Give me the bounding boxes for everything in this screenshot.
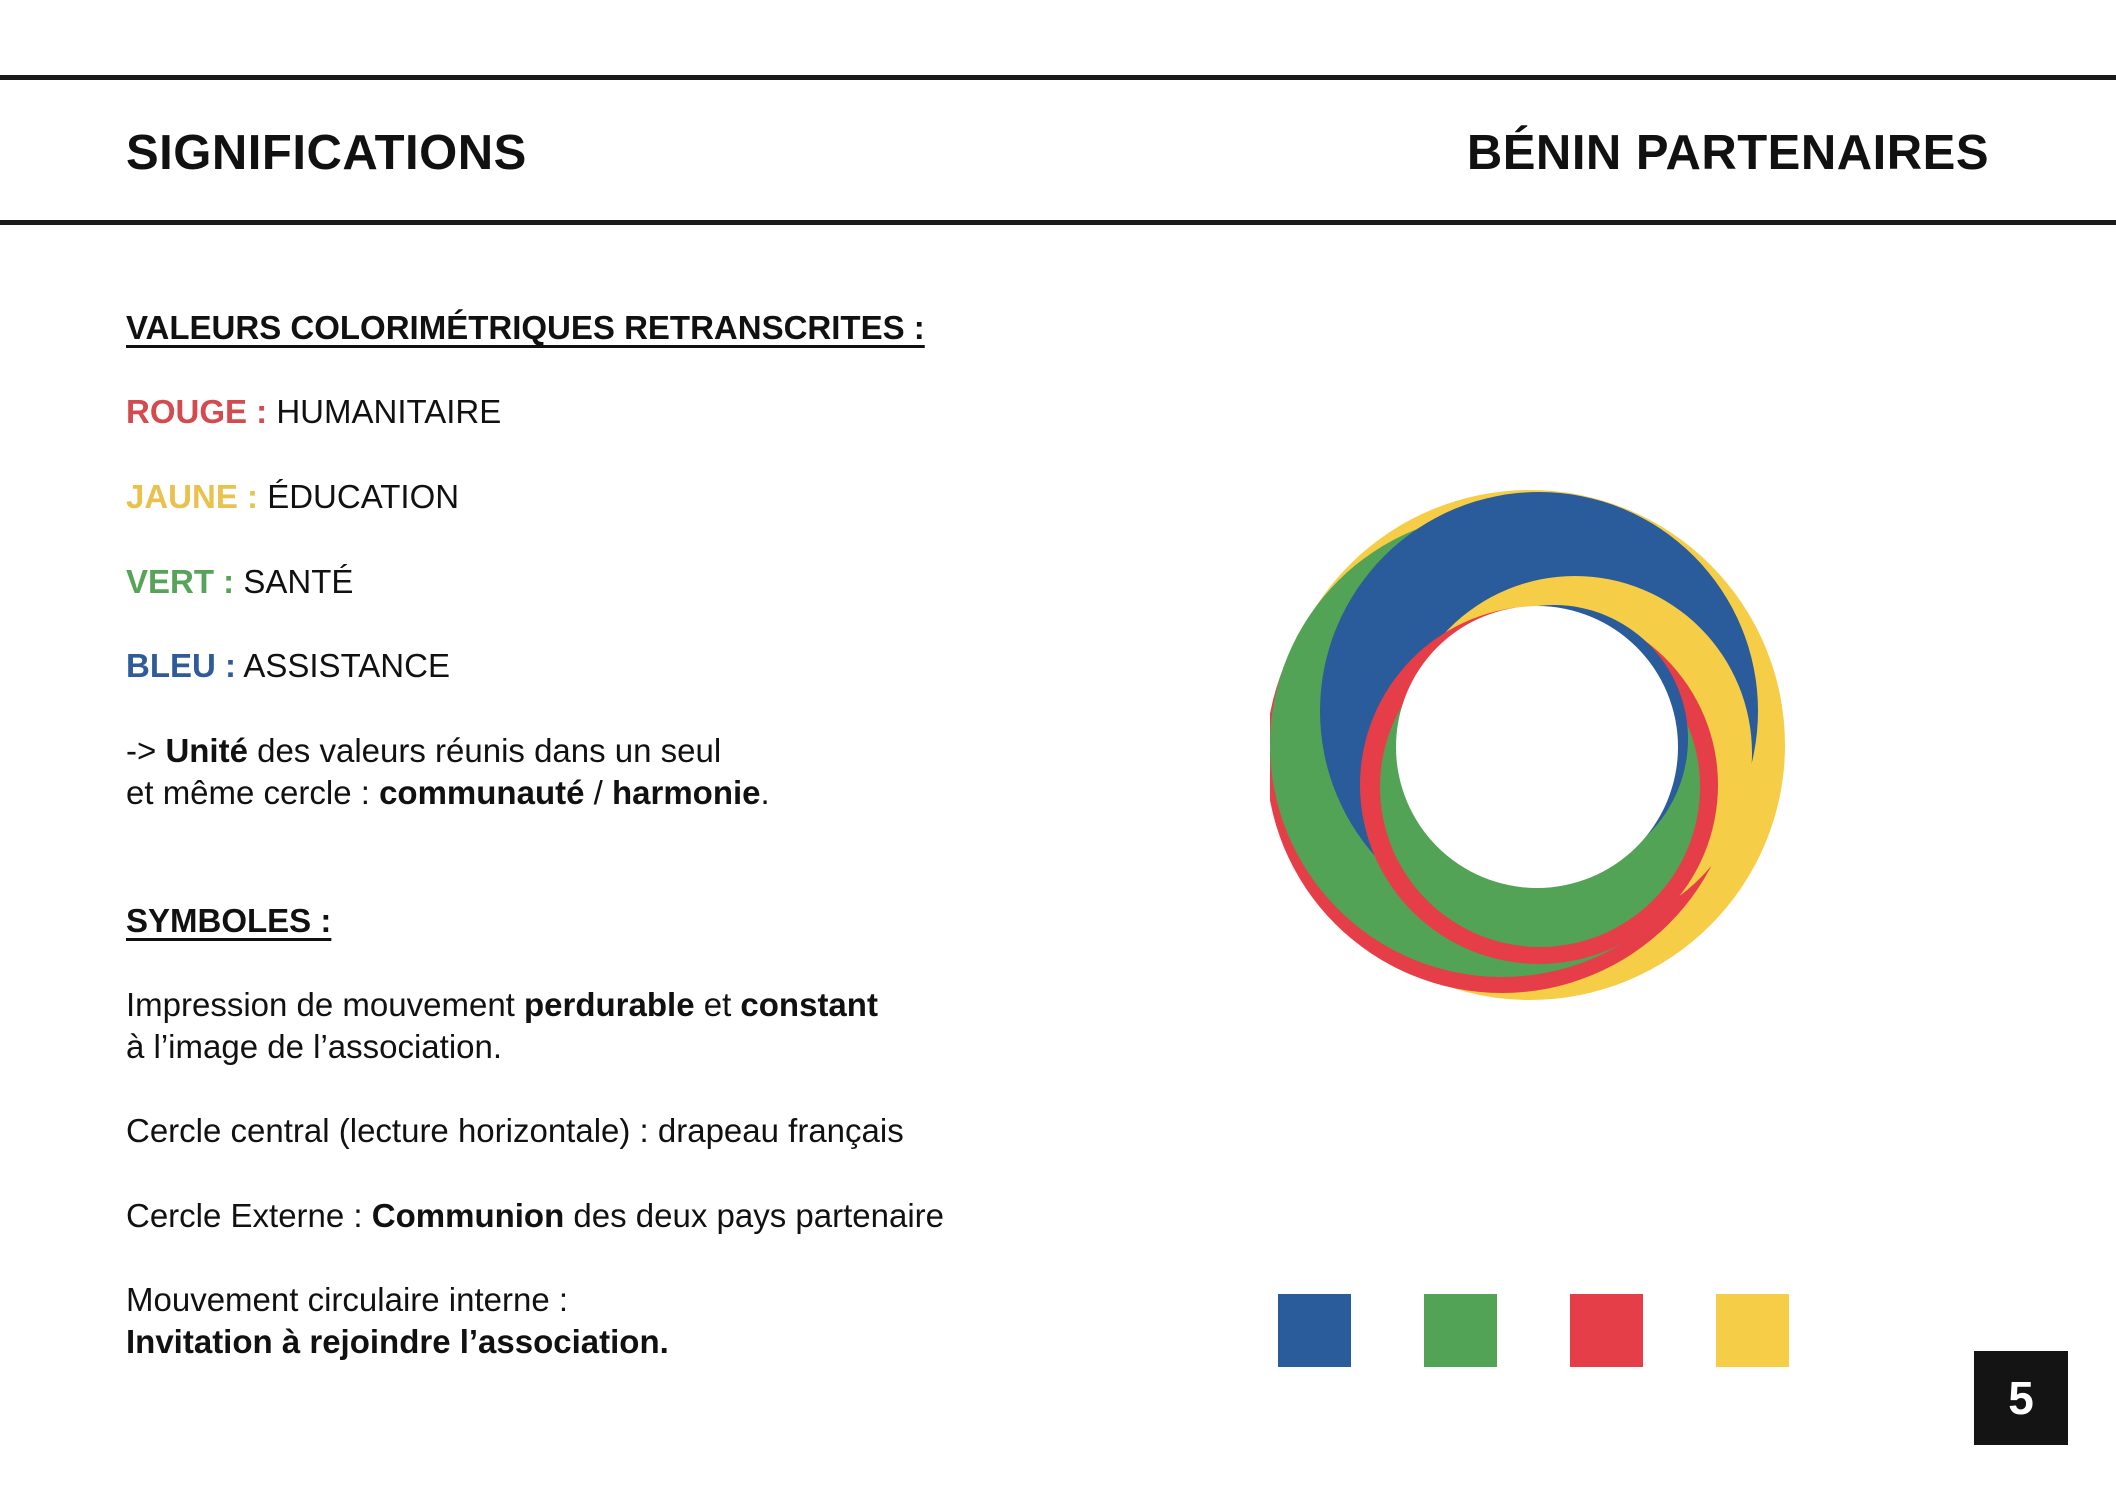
unity-text-1: des valeurs réunis dans un seul bbox=[247, 732, 722, 769]
unity-arrow: -> bbox=[126, 732, 157, 769]
header-top-rule bbox=[0, 75, 2116, 80]
symbol-p1-line-1 bbox=[126, 984, 878, 1026]
logo-center-hole bbox=[1396, 606, 1678, 888]
symbol-p3 bbox=[126, 1195, 944, 1237]
color-item-vert bbox=[126, 561, 353, 603]
swatch-green bbox=[1424, 1294, 1497, 1367]
swatch-yellow bbox=[1716, 1294, 1789, 1367]
symbol-p1-text-1: Impression de mouvement bbox=[126, 986, 525, 1023]
swatch-red bbox=[1570, 1294, 1643, 1367]
color-label-jaune: JAUNE : bbox=[126, 478, 259, 515]
unity-harmonie: harmonie bbox=[611, 774, 761, 811]
symbol-p1-constant: constant bbox=[740, 986, 878, 1023]
symbol-p1-text-2: et bbox=[694, 986, 741, 1023]
unity-line-2 bbox=[126, 772, 770, 814]
unity-end: . bbox=[760, 774, 770, 811]
symbol-p1-perdurable: perdurable bbox=[524, 986, 695, 1023]
symbols-section-title: SYMBOLES : bbox=[126, 902, 332, 939]
color-item-bleu bbox=[126, 645, 450, 687]
color-value-bleu: ASSISTANCE bbox=[243, 647, 450, 684]
symbol-p4-line-2-wrap bbox=[126, 1321, 669, 1363]
symbol-p3-communion: Communion bbox=[371, 1197, 565, 1234]
color-label-bleu: BLEU : bbox=[126, 647, 236, 684]
unity-text-2: et même cercle : bbox=[126, 774, 380, 811]
color-item-jaune bbox=[126, 476, 459, 518]
symbol-p4-line-1: Mouvement circulaire interne : bbox=[126, 1281, 569, 1318]
color-value-rouge: HUMANITAIRE bbox=[276, 393, 502, 430]
unity-communaute: communauté bbox=[379, 774, 585, 811]
page-title: SIGNIFICATIONS bbox=[126, 126, 527, 180]
color-value-vert: SANTÉ bbox=[243, 563, 354, 600]
unity-line-1 bbox=[126, 730, 721, 772]
logo-swirl-circle bbox=[1270, 485, 1790, 1005]
swatch-blue bbox=[1278, 1294, 1351, 1367]
colors-section-title: VALEURS COLORIMÉTRIQUES RETRANSCRITES : bbox=[126, 309, 925, 346]
symbol-p1-line-2: à l’image de l’association. bbox=[126, 1028, 503, 1065]
page-number: 5 bbox=[2008, 1372, 2034, 1424]
symbol-p3-text-2: des deux pays partenaire bbox=[564, 1197, 944, 1234]
unity-separator: / bbox=[584, 774, 612, 811]
symbol-p4-line-2: Invitation à rejoindre l’association. bbox=[126, 1323, 669, 1360]
color-value-jaune: ÉDUCATION bbox=[267, 478, 460, 515]
symbol-p3-text-1: Cercle Externe : bbox=[126, 1197, 372, 1234]
header-bottom-rule bbox=[0, 220, 2116, 225]
symbol-p2: Cercle central (lecture horizontale) : drapeau français bbox=[126, 1112, 904, 1149]
color-label-vert: VERT : bbox=[126, 563, 235, 600]
unity-bold: Unité bbox=[165, 732, 248, 769]
color-item-rouge bbox=[126, 391, 501, 433]
brand-title: BÉNIN PARTENAIRES bbox=[1466, 126, 1989, 180]
color-label-rouge: ROUGE : bbox=[126, 393, 268, 430]
page-number-badge bbox=[1974, 1351, 2068, 1445]
